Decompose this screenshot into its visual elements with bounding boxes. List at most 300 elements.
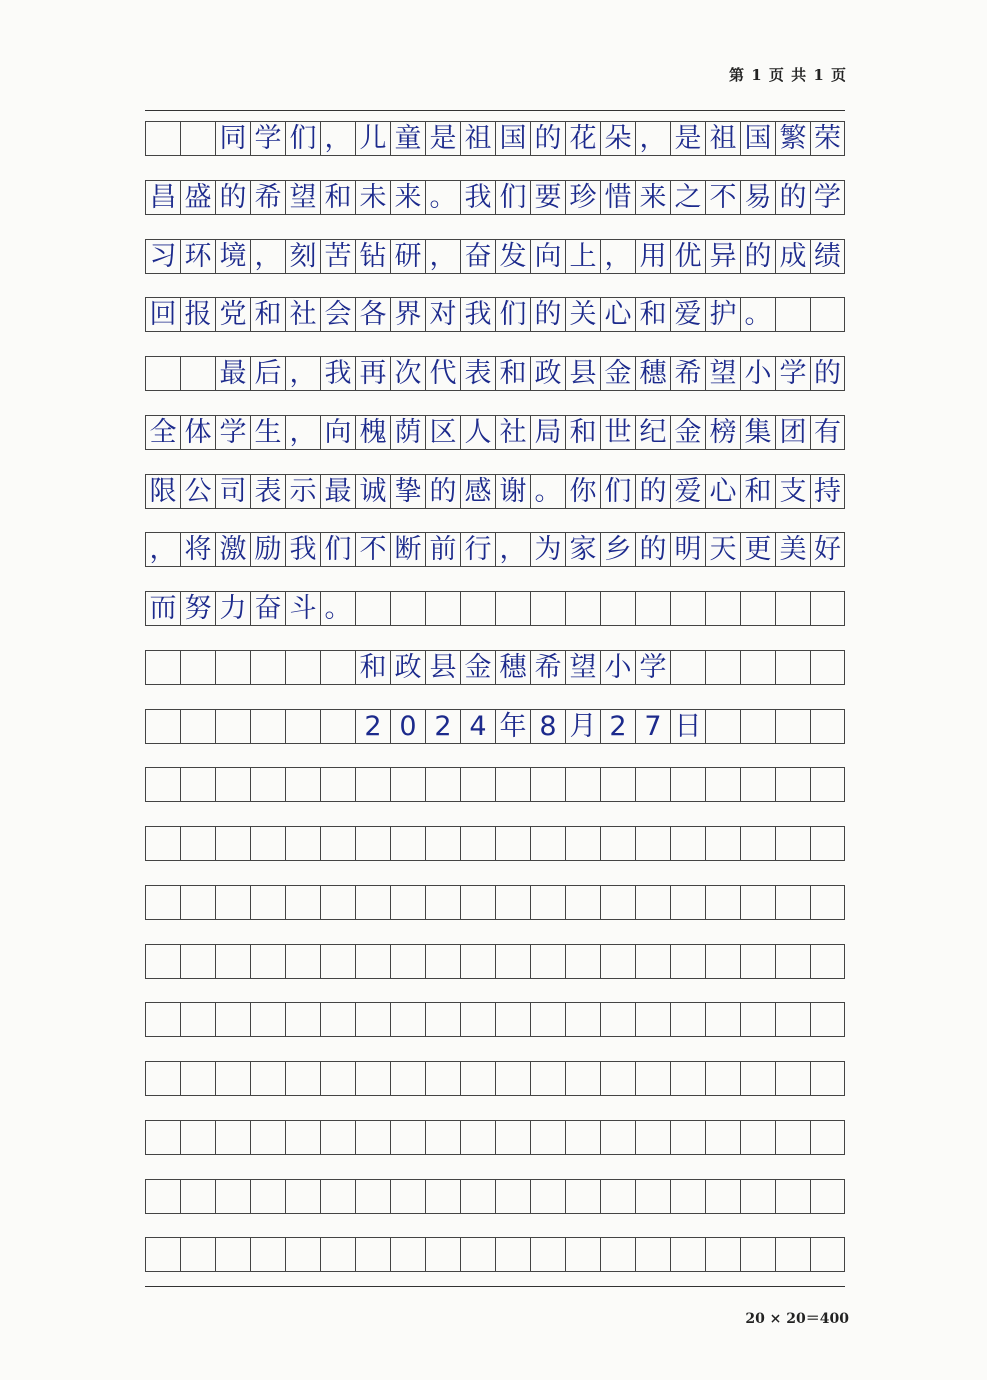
grid-cell — [390, 1121, 425, 1154]
grid-cell — [180, 827, 215, 860]
grid-cell: 明 — [670, 533, 705, 566]
grid-cell — [495, 1121, 530, 1154]
grid-cell — [740, 945, 775, 978]
grid-cell — [180, 651, 215, 684]
grid-cell: 而 — [145, 592, 180, 625]
grid-cell — [460, 945, 495, 978]
grid-cell — [180, 1062, 215, 1095]
grid-cell: 为 — [530, 533, 565, 566]
grid-cell — [215, 886, 250, 919]
grid-cell — [530, 945, 565, 978]
grid-cell — [670, 592, 705, 625]
grid-cell — [320, 768, 355, 801]
grid-cell — [390, 1238, 425, 1271]
grid-cell: 珍 — [565, 181, 600, 214]
page-indicator: 第 1 页 共 1 页 — [729, 66, 847, 84]
grid-cell: ， — [600, 240, 635, 273]
grid-cell — [565, 768, 600, 801]
grid-cell — [460, 768, 495, 801]
grid-cell — [705, 651, 740, 684]
grid-cell: 界 — [390, 298, 425, 331]
grid-row — [145, 1002, 845, 1037]
grid-cell — [670, 1062, 705, 1095]
grid-cell: 奋 — [460, 240, 495, 273]
grid-cell — [495, 827, 530, 860]
grid-cell — [635, 945, 670, 978]
grid-cell — [180, 1238, 215, 1271]
grid-cell — [215, 710, 250, 743]
grid-cell: 心 — [705, 475, 740, 508]
grid-row — [145, 650, 845, 685]
grid-cell — [775, 1121, 810, 1154]
grid-cell — [740, 886, 775, 919]
grid-cell — [390, 768, 425, 801]
grid-cell: 金 — [670, 416, 705, 449]
grid-cell: 金 — [600, 357, 635, 390]
grid-cell: 习 — [145, 240, 180, 273]
grid-cell: 和 — [740, 475, 775, 508]
grid-cell — [530, 592, 565, 625]
grid-cell — [145, 768, 180, 801]
grid-cell — [355, 1238, 390, 1271]
grid-cell: 是 — [670, 122, 705, 155]
grid-cell — [810, 710, 845, 743]
grid-cell — [250, 768, 285, 801]
grid-cell — [705, 1003, 740, 1036]
grid-cell: 爱 — [670, 475, 705, 508]
grid-cell — [775, 710, 810, 743]
grid-cell — [565, 592, 600, 625]
grid-row — [145, 239, 845, 274]
grid-cell — [460, 1062, 495, 1095]
grid-cell — [250, 651, 285, 684]
grid-cell — [775, 651, 810, 684]
grid-cell — [180, 357, 215, 390]
grid-cell — [810, 768, 845, 801]
grid-cell: 挚 — [390, 475, 425, 508]
grid-cell: 向 — [530, 240, 565, 273]
grid-cell — [250, 1003, 285, 1036]
grid-cell — [810, 1062, 845, 1095]
grid-cell — [285, 945, 320, 978]
grid-cell: 社 — [495, 416, 530, 449]
grid-cell: 学 — [775, 357, 810, 390]
grid-cell: 祖 — [705, 122, 740, 155]
grid-cell: 钻 — [355, 240, 390, 273]
grid-cell — [810, 827, 845, 860]
grid-cell — [635, 1003, 670, 1036]
grid-cell — [145, 1003, 180, 1036]
grid-cell: 不 — [705, 181, 740, 214]
grid-row — [145, 709, 845, 744]
grid-cell: 学 — [810, 181, 845, 214]
grid-cell: 7 — [635, 710, 670, 743]
grid-cell: 0 — [390, 710, 425, 743]
grid-cell — [460, 827, 495, 860]
grid-cell — [600, 945, 635, 978]
grid-cell: ， — [320, 122, 355, 155]
grid-cell — [390, 945, 425, 978]
grid-cell — [565, 1238, 600, 1271]
grid-cell — [495, 1238, 530, 1271]
grid-cell: 各 — [355, 298, 390, 331]
grid-cell — [495, 768, 530, 801]
grid-cell: 社 — [285, 298, 320, 331]
grid-cell — [705, 592, 740, 625]
grid-cell — [635, 768, 670, 801]
grid-cell — [705, 886, 740, 919]
grid-cell: ， — [285, 416, 320, 449]
grid-cell: 回 — [145, 298, 180, 331]
grid-cell: 表 — [250, 475, 285, 508]
grid-cell: 再 — [355, 357, 390, 390]
grid-cell: ， — [145, 533, 180, 566]
grid-cell: 4 — [460, 710, 495, 743]
grid-cell: 有 — [810, 416, 845, 449]
grid-cell — [530, 1003, 565, 1036]
grid-cell — [390, 1062, 425, 1095]
grid-cell — [775, 827, 810, 860]
grid-cell — [740, 1062, 775, 1095]
grid-cell: 不 — [355, 533, 390, 566]
grid-cell — [425, 1180, 460, 1213]
grid-cell: 司 — [215, 475, 250, 508]
grid-cell — [635, 1238, 670, 1271]
grid-cell — [600, 1121, 635, 1154]
grid-cell — [740, 710, 775, 743]
grid-cell — [320, 827, 355, 860]
grid-cell — [425, 768, 460, 801]
grid-cell — [145, 827, 180, 860]
grid-cell: 2 — [425, 710, 460, 743]
grid-cell: ， — [495, 533, 530, 566]
grid-cell — [670, 1003, 705, 1036]
grid-cell — [565, 1121, 600, 1154]
grid-cell — [670, 945, 705, 978]
grid-cell: 学 — [250, 122, 285, 155]
grid-cell — [600, 1062, 635, 1095]
grid-cell — [565, 1062, 600, 1095]
grid-cell — [600, 827, 635, 860]
grid-cell: 我 — [460, 298, 495, 331]
grid-cell — [670, 827, 705, 860]
grid-cell — [355, 768, 390, 801]
grid-cell: 的 — [215, 181, 250, 214]
grid-cell: 感 — [460, 475, 495, 508]
grid-cell: 支 — [775, 475, 810, 508]
grid-row — [145, 474, 845, 509]
grid-cell: 们 — [495, 181, 530, 214]
grid-cell — [355, 592, 390, 625]
grid-cell: 朵 — [600, 122, 635, 155]
grid-cell — [215, 1238, 250, 1271]
grid-cell — [250, 827, 285, 860]
grid-cell — [670, 768, 705, 801]
grid-cell — [670, 1238, 705, 1271]
grid-cell: 后 — [250, 357, 285, 390]
grid-cell — [635, 1121, 670, 1154]
grid-cell — [355, 886, 390, 919]
grid-cell — [740, 592, 775, 625]
grid-cell — [460, 886, 495, 919]
grid-cell — [390, 1180, 425, 1213]
grid-cell: 最 — [215, 357, 250, 390]
grid-cell — [355, 1180, 390, 1213]
grid-cell: 盛 — [180, 181, 215, 214]
grid-cell: 研 — [390, 240, 425, 273]
grid-cell — [740, 1121, 775, 1154]
grid-cell — [705, 945, 740, 978]
grid-cell: 激 — [215, 533, 250, 566]
grid-cell: 同 — [215, 122, 250, 155]
grid-row — [145, 1120, 845, 1155]
grid-cell: 公 — [180, 475, 215, 508]
grid-cell: 们 — [495, 298, 530, 331]
grid-cell: 更 — [740, 533, 775, 566]
grid-cell — [775, 592, 810, 625]
grid-cell: 表 — [460, 357, 495, 390]
grid-cell — [600, 592, 635, 625]
grid-cell: 乡 — [600, 533, 635, 566]
grid-cell — [775, 1238, 810, 1271]
grid-cell — [250, 710, 285, 743]
grid-row — [145, 415, 845, 450]
grid-cell — [810, 592, 845, 625]
grid-cell — [215, 1121, 250, 1154]
grid-cell — [145, 357, 180, 390]
grid-cell — [320, 1003, 355, 1036]
grid-cell — [425, 886, 460, 919]
grid-cell: 的 — [530, 298, 565, 331]
grid-cell: 来 — [390, 181, 425, 214]
grid-cell — [635, 827, 670, 860]
grid-cell — [635, 592, 670, 625]
grid-cell: 持 — [810, 475, 845, 508]
grid-cell — [145, 945, 180, 978]
grid-cell: 国 — [740, 122, 775, 155]
grid-cell: 国 — [495, 122, 530, 155]
grid-cell: 们 — [285, 122, 320, 155]
grid-cell — [285, 1003, 320, 1036]
grid-cell — [285, 1238, 320, 1271]
grid-cell — [285, 1062, 320, 1095]
grid-cell: 护 — [705, 298, 740, 331]
grid-row — [145, 885, 845, 920]
grid-cell — [460, 1003, 495, 1036]
grid-cell — [705, 1121, 740, 1154]
grid-cell — [565, 1180, 600, 1213]
grid-cell: 努 — [180, 592, 215, 625]
grid-cell: 局 — [530, 416, 565, 449]
grid-cell — [180, 1180, 215, 1213]
grid-cell: 发 — [495, 240, 530, 273]
grid-cell: 槐 — [355, 416, 390, 449]
grid-cell — [355, 1062, 390, 1095]
grid-cell — [145, 1180, 180, 1213]
grid-cell — [495, 592, 530, 625]
grid-cell — [285, 1180, 320, 1213]
grid-cell: 政 — [390, 651, 425, 684]
grid-cell — [215, 1062, 250, 1095]
grid-cell — [320, 1180, 355, 1213]
grid-cell — [565, 1003, 600, 1036]
grid-cell — [565, 945, 600, 978]
grid-cell: 会 — [320, 298, 355, 331]
grid-cell — [740, 1180, 775, 1213]
grid-cell: 之 — [670, 181, 705, 214]
grid-cell: 来 — [635, 181, 670, 214]
grid-cell — [285, 651, 320, 684]
grid-cell: 的 — [810, 357, 845, 390]
grid-cell — [180, 1121, 215, 1154]
grid-cell — [565, 886, 600, 919]
grid-cell: 未 — [355, 181, 390, 214]
grid-cell: 人 — [460, 416, 495, 449]
grid-cell — [215, 945, 250, 978]
grid-cell — [285, 827, 320, 860]
grid-cell: 的 — [775, 181, 810, 214]
grid-row — [145, 180, 845, 215]
grid-cell — [460, 1121, 495, 1154]
grid-cell: 穗 — [495, 651, 530, 684]
grid-cell — [145, 651, 180, 684]
grid-cell: 环 — [180, 240, 215, 273]
grid-row — [145, 826, 845, 861]
grid-cell: 限 — [145, 475, 180, 508]
grid-cell — [775, 768, 810, 801]
grid-cell: ， — [425, 240, 460, 273]
grid-cell: 穗 — [635, 357, 670, 390]
grid-cell: 异 — [705, 240, 740, 273]
grid-cell — [390, 827, 425, 860]
grid-cell — [600, 1180, 635, 1213]
grid-cell: 生 — [250, 416, 285, 449]
grid-cell — [355, 945, 390, 978]
grid-size-label: 20 × 20＝400 — [745, 1311, 849, 1327]
grid-cell — [600, 886, 635, 919]
grid-cell — [355, 827, 390, 860]
grid-cell: 们 — [600, 475, 635, 508]
grid-cell: 和 — [355, 651, 390, 684]
grid-cell — [810, 1238, 845, 1271]
grid-cell — [320, 1062, 355, 1095]
grid-cell — [180, 1003, 215, 1036]
grid-cell: 向 — [320, 416, 355, 449]
grid-cell — [705, 710, 740, 743]
grid-cell — [390, 1003, 425, 1036]
grid-cell: 力 — [215, 592, 250, 625]
grid-cell — [250, 1121, 285, 1154]
grid-cell — [425, 945, 460, 978]
grid-cell: 心 — [600, 298, 635, 331]
grid-cell: 和 — [320, 181, 355, 214]
grid-cell — [215, 651, 250, 684]
grid-cell: 花 — [565, 122, 600, 155]
grid-cell — [250, 1238, 285, 1271]
grid-cell — [320, 1238, 355, 1271]
grid-cell — [250, 945, 285, 978]
grid-cell: 童 — [390, 122, 425, 155]
grid-cell — [740, 651, 775, 684]
grid-row — [145, 532, 845, 567]
grid-cell: 的 — [635, 533, 670, 566]
grid-cell: 祖 — [460, 122, 495, 155]
grid-cell: 成 — [775, 240, 810, 273]
grid-cell: 望 — [565, 651, 600, 684]
grid-cell: 集 — [740, 416, 775, 449]
grid-cell: 你 — [565, 475, 600, 508]
grid-cell — [320, 710, 355, 743]
grid-cell: 境 — [215, 240, 250, 273]
grid-cell — [320, 886, 355, 919]
grid-cell: 全 — [145, 416, 180, 449]
grid-cell: 县 — [565, 357, 600, 390]
grid-cell — [530, 768, 565, 801]
grid-cell: 世 — [600, 416, 635, 449]
grid-cell — [390, 592, 425, 625]
grid-cell: 优 — [670, 240, 705, 273]
grid-cell: 代 — [425, 357, 460, 390]
grid-cell — [670, 1121, 705, 1154]
grid-cell — [495, 1180, 530, 1213]
grid-cell: 体 — [180, 416, 215, 449]
grid-cell: 儿 — [355, 122, 390, 155]
grid-cell — [390, 886, 425, 919]
grid-cell — [320, 945, 355, 978]
grid-cell — [635, 1062, 670, 1095]
grid-cell: 学 — [635, 651, 670, 684]
grid-cell: 日 — [670, 710, 705, 743]
grid-cell: 2 — [600, 710, 635, 743]
grid-cell: 斗 — [285, 592, 320, 625]
grid-cell — [285, 886, 320, 919]
grid-cell: 政 — [530, 357, 565, 390]
grid-cell: 上 — [565, 240, 600, 273]
grid-cell — [635, 1180, 670, 1213]
grid-cell: 我 — [320, 357, 355, 390]
grid-cell: 纪 — [635, 416, 670, 449]
grid-cell: 团 — [775, 416, 810, 449]
grid-cell — [775, 1003, 810, 1036]
grid-cell: 学 — [215, 416, 250, 449]
grid-cell: 和 — [635, 298, 670, 331]
grid-row — [145, 1179, 845, 1214]
grid-cell — [810, 945, 845, 978]
grid-cell: 望 — [705, 357, 740, 390]
grid-cell — [530, 827, 565, 860]
grid-cell — [180, 122, 215, 155]
grid-cell: 报 — [180, 298, 215, 331]
grid-cell — [530, 1121, 565, 1154]
grid-cell: 8 — [530, 710, 565, 743]
grid-cell: 繁 — [775, 122, 810, 155]
grid-cell: 易 — [740, 181, 775, 214]
grid-cell — [810, 1003, 845, 1036]
grid-cell: 的 — [530, 122, 565, 155]
grid-cell — [810, 1180, 845, 1213]
grid-cell: 的 — [635, 475, 670, 508]
grid-row — [145, 944, 845, 979]
grid-cell — [705, 827, 740, 860]
grid-row — [145, 121, 845, 156]
grid-row — [145, 1237, 845, 1272]
grid-cell — [670, 1180, 705, 1213]
grid-cell — [705, 1062, 740, 1095]
grid-cell — [670, 886, 705, 919]
grid-cell — [180, 710, 215, 743]
grid-cell: 们 — [320, 533, 355, 566]
grid-cell — [285, 768, 320, 801]
